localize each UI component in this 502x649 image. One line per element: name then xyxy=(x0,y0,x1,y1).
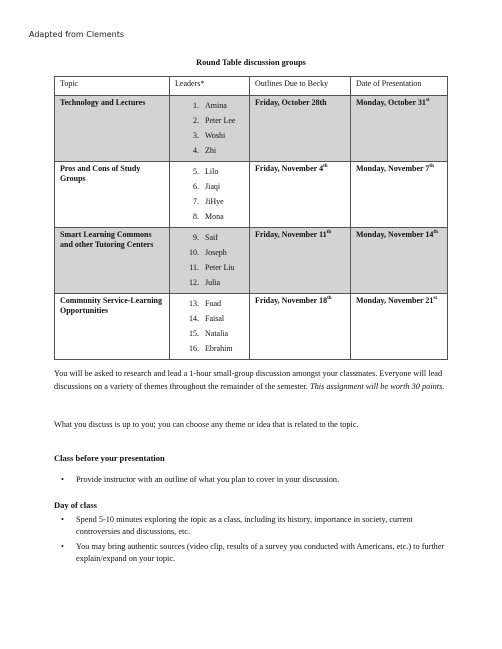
leader-number: 16. xyxy=(189,344,199,353)
leader-number: 2. xyxy=(193,116,199,125)
presentation-date-cell xyxy=(351,294,448,360)
document-title: Round Table discussion groups xyxy=(196,58,306,67)
leader-item xyxy=(175,179,244,194)
leader-item xyxy=(175,194,244,209)
leader-number: 12. xyxy=(189,278,199,287)
leader-name: Ebrahim xyxy=(205,344,233,353)
presentation-date-cell xyxy=(351,162,448,228)
leader-item xyxy=(175,98,244,113)
leader-number: 13. xyxy=(189,299,199,308)
outline-due-cell-text: Friday, November 4 xyxy=(255,164,324,173)
page-header: Adapted from Clements xyxy=(29,30,125,39)
schedule-table xyxy=(54,76,448,360)
presentation-date-cell-text: Monday, November 7 xyxy=(356,164,430,173)
outline-due-cell-text: Friday, November 11 xyxy=(255,230,327,239)
topic-cell: Technology and Lectures xyxy=(55,96,170,162)
bullet-icon: • xyxy=(61,475,64,484)
column-header-leaders: Leaders* xyxy=(170,77,250,96)
list-item xyxy=(54,541,449,565)
leader-item xyxy=(175,245,244,260)
table-header-row xyxy=(55,77,448,96)
leader-number: 1. xyxy=(193,101,199,110)
outline-due-cell-suffix: th xyxy=(326,230,332,235)
leader-name: Lilo xyxy=(205,167,219,176)
topic-cell: Smart Learning Commons and other Tutoring Centers xyxy=(55,228,170,294)
choice-paragraph: What you discuss is up to you; you can choose any theme or idea that is related to the topic. xyxy=(54,420,359,429)
leaders-cell xyxy=(170,96,250,162)
leader-name: Fuad xyxy=(205,299,221,308)
leader-item xyxy=(175,296,244,311)
leader-number: 10. xyxy=(189,248,199,257)
presentation-date-cell-text: Monday, November 21 xyxy=(356,296,434,305)
leader-name: Peter Liu xyxy=(205,263,235,272)
points-note: This assignment will be worth 30 points. xyxy=(310,381,445,391)
intro-text: You will be asked to research and lead a 1-hour small-group discussion amongst your classmates. Everyone will lead discussions on a variety of themes throughout the remainder of the semester. xyxy=(54,369,443,391)
leaders-list xyxy=(175,230,244,290)
outline-due-cell-text: Friday, November 18 xyxy=(255,296,328,305)
topic-cell: Pros and Cons of Study Groups xyxy=(55,162,170,228)
outline-due-cell-suffix: th xyxy=(327,296,332,301)
leader-name: Natalia xyxy=(205,329,229,338)
leader-name: Saif xyxy=(205,233,218,242)
presentation-date-cell-suffix: th xyxy=(433,230,438,235)
presentation-date-cell-suffix: st xyxy=(425,98,430,103)
bullet-text: Provide instructor with an outline of what you plan to cover in your discussion. xyxy=(76,475,340,484)
outline-due-cell-text: Friday, October 28th xyxy=(255,98,327,107)
outline-due-cell xyxy=(250,294,351,360)
leaders-list xyxy=(175,164,244,224)
outline-due-cell xyxy=(250,162,351,228)
section-heading-before: Class before your presentation xyxy=(54,453,165,463)
leader-item xyxy=(175,113,244,128)
leader-name: Amina xyxy=(205,101,227,110)
leader-item xyxy=(175,260,244,275)
presentation-date-cell-text: Monday, October 31 xyxy=(356,98,426,107)
leader-number: 14. xyxy=(189,314,199,323)
leader-item xyxy=(175,209,244,224)
leader-name: Zhi xyxy=(205,146,217,155)
bullet-text: Spend 5-10 minutes exploring the topic as a class, including its history, importance in society, current controversies and discussions, etc. xyxy=(76,515,413,536)
leaders-cell xyxy=(170,228,250,294)
leader-name: Julia xyxy=(205,278,221,287)
leader-name: Joseph xyxy=(205,248,227,257)
leader-item xyxy=(175,326,244,341)
leader-item xyxy=(175,128,244,143)
outline-due-cell-suffix: th xyxy=(323,164,328,169)
outline-due-cell xyxy=(250,228,351,294)
leader-item xyxy=(175,143,244,158)
column-header-topic: Topic xyxy=(55,77,170,96)
presentation-date-cell-text: Monday, November 14 xyxy=(356,230,434,239)
before-bullets xyxy=(54,474,449,489)
table-row xyxy=(55,162,448,228)
list-item xyxy=(54,514,449,538)
leaders-cell xyxy=(170,294,250,360)
leaders-list xyxy=(175,98,244,158)
bullet-icon: • xyxy=(61,515,64,524)
leader-name: Mona xyxy=(205,212,224,221)
bullet-text: You may bring authentic sources (video clip, results of a survey you conducted with Americans, etc.) to further explain/expand on your topic. xyxy=(76,542,445,563)
table-row xyxy=(55,294,448,360)
leader-name: Peter Lee xyxy=(205,116,236,125)
column-header-date: Date of Presentation xyxy=(351,77,448,96)
leader-number: 8. xyxy=(193,212,199,221)
leader-item xyxy=(175,230,244,245)
presentation-date-cell xyxy=(351,228,448,294)
leader-number: 6. xyxy=(193,182,199,191)
leader-item xyxy=(175,341,244,356)
leader-number: 4. xyxy=(193,146,199,155)
presentation-date-cell xyxy=(351,96,448,162)
outline-due-cell xyxy=(250,96,351,162)
topic-cell: Community Service-Learning Opportunities xyxy=(55,294,170,360)
table-body xyxy=(55,96,448,360)
leader-name: Jiaqi xyxy=(205,182,221,191)
bullet-icon: • xyxy=(61,542,64,551)
leader-item xyxy=(175,311,244,326)
table-row xyxy=(55,228,448,294)
leaders-list xyxy=(175,296,244,356)
table-row xyxy=(55,96,448,162)
leader-number: 7. xyxy=(193,197,199,206)
list-item xyxy=(54,474,449,486)
leader-name: Faisal xyxy=(205,314,225,323)
leader-name: Woshi xyxy=(205,131,226,140)
section-heading-day: Day of class xyxy=(54,500,97,510)
leader-name: JiHye xyxy=(205,197,224,206)
leader-item xyxy=(175,164,244,179)
presentation-date-cell-suffix: th xyxy=(429,164,434,169)
leader-number: 9. xyxy=(193,233,199,242)
leader-item xyxy=(175,275,244,290)
leader-number: 3. xyxy=(193,131,199,140)
leader-number: 11. xyxy=(189,263,199,272)
leader-number: 15. xyxy=(189,329,199,338)
day-bullets xyxy=(54,514,449,568)
column-header-outlines: Outlines Due to Becky xyxy=(250,77,351,96)
leaders-cell xyxy=(170,162,250,228)
intro-paragraph xyxy=(54,368,449,393)
presentation-date-cell-suffix: st xyxy=(433,296,438,301)
leader-number: 5. xyxy=(193,167,199,176)
